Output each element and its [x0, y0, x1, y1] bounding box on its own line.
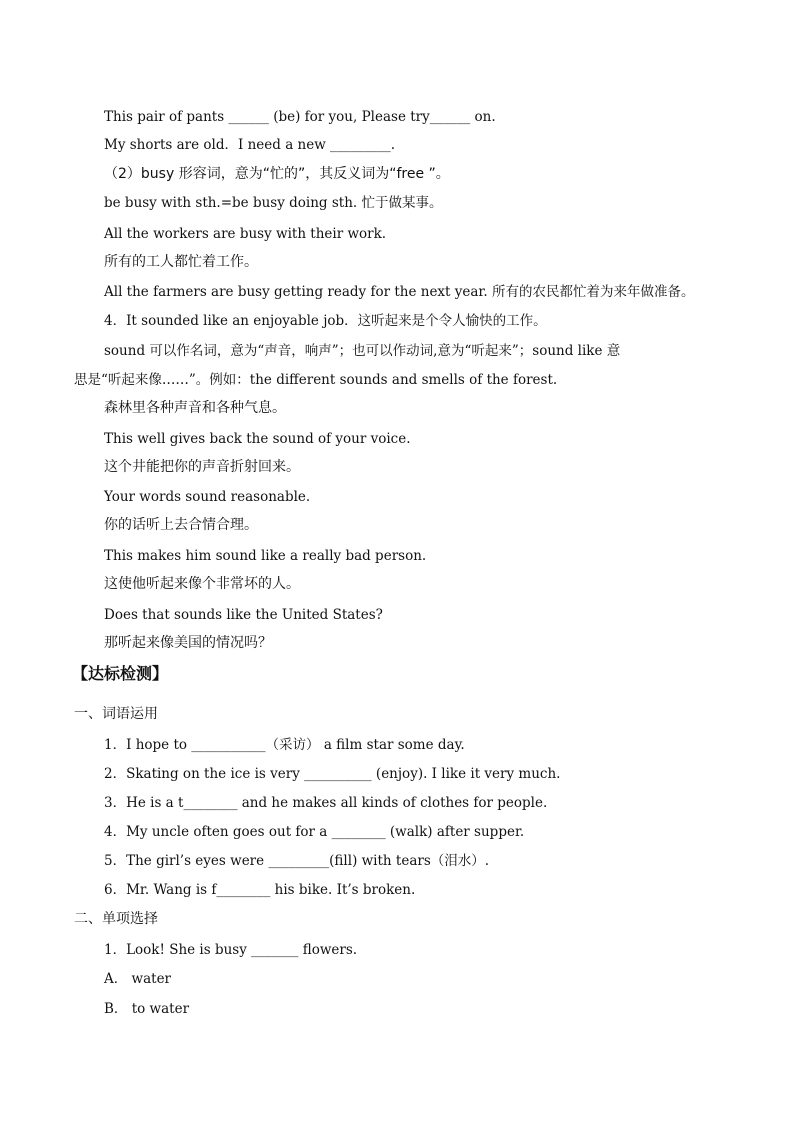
- example-sentence: Your words sound reasonable.: [104, 489, 311, 505]
- choice-option: B． to water: [104, 1001, 190, 1017]
- choice-option: A． water: [104, 971, 172, 987]
- translation-line: 这使他听起来像个非常坏的人。: [104, 576, 300, 592]
- example-sentence: All the farmers are busy getting ready for the next year. 所有的农民都忙着为来年做准备。: [104, 284, 695, 300]
- part2-title: 二、单项选择: [74, 911, 158, 927]
- example-sentence: All the workers are busy with their work.: [104, 226, 387, 242]
- example-sentence: Does that sounds like the United States?: [104, 607, 383, 623]
- translation-line: 森林里各种声音和各种气息。: [104, 400, 286, 416]
- exercise-item: 4．My uncle often goes out for a ________ (walk) after supper.: [104, 824, 525, 840]
- translation-line: 那听起来像美国的情况吗？: [104, 635, 272, 651]
- note-line: This pair of pants ______ (be) for you, Please try______ on.: [104, 109, 496, 125]
- exercise-item: 6．Mr. Wang is f________ his bike. It’s broken.: [104, 882, 416, 898]
- note-line: be busy with sth.=be busy doing sth. 忙于做某事。: [104, 195, 443, 211]
- translation-line: 你的话听上去合情合理。: [104, 517, 258, 533]
- note-heading: 4．It sounded like an enjoyable job．这听起来是个令人愉快的工作。: [104, 313, 547, 329]
- example-sentence: This well gives back the sound of your voice.: [104, 431, 411, 447]
- note-line: sound 可以作名词，意为“声音，响声”；也可以作动词,意为“听起来”；sound like 意: [104, 343, 621, 359]
- exercise-item: 2．Skating on the ice is very __________ (enjoy). I like it very much.: [104, 766, 561, 782]
- note-line: My shorts are old．I need a new _________.: [104, 137, 396, 153]
- note-line: 思是“听起来像……”。例如：the different sounds and smells of the forest.: [74, 372, 558, 388]
- exercise-item: 3．He is a t________ and he makes all kinds of clothes for people.: [104, 795, 548, 811]
- translation-line: 所有的工人都忙着工作。: [104, 254, 258, 270]
- section-title: 【达标检测】: [72, 664, 169, 683]
- translation-line: 这个井能把你的声音折射回来。: [104, 459, 300, 475]
- exercise-item: 5．The girl’s eyes were _________(fill) with tears（泪水）.: [104, 853, 490, 869]
- choice-question: 1．Look! She is busy _______ flowers.: [104, 942, 358, 958]
- example-sentence: This makes him sound like a really bad person.: [104, 548, 427, 564]
- note-line: （2）busy 形容词，意为“忙的”，其反义词为“free ”。: [104, 166, 450, 182]
- part1-title: 一、词语运用: [74, 706, 158, 722]
- exercise-item: 1．I hope to ___________（采访） a film star some day.: [104, 737, 465, 753]
